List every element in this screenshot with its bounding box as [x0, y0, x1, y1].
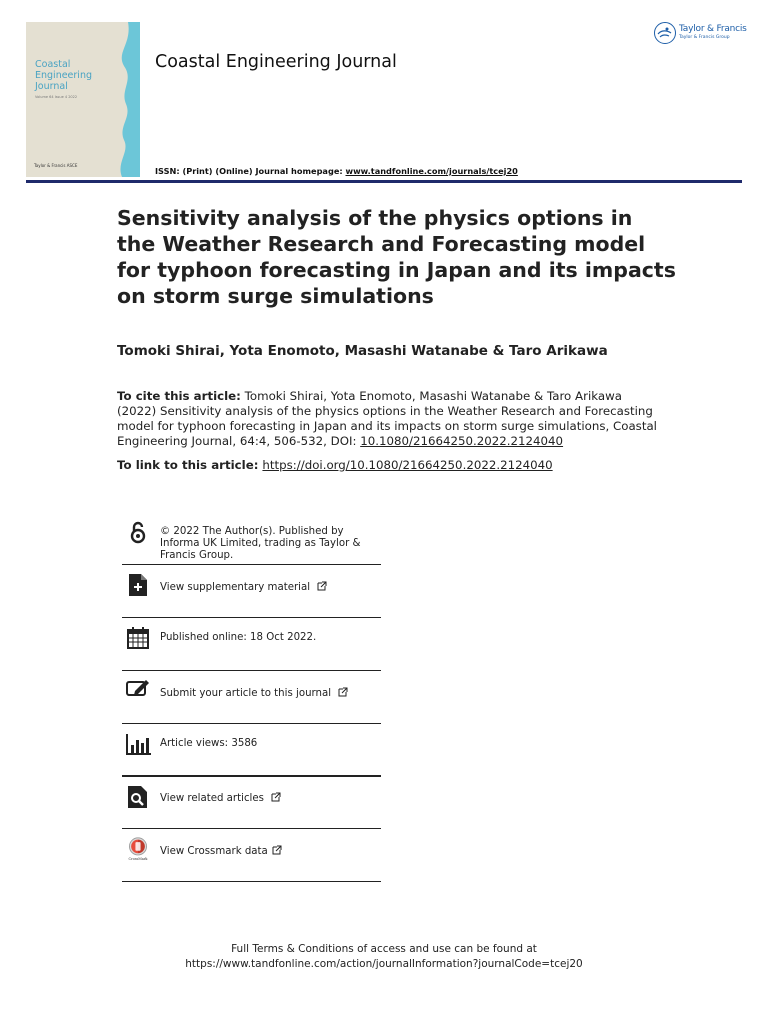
external-link-icon [272, 845, 282, 855]
cover-subtitle: Volume 64 Issue 4 2022 [35, 95, 78, 99]
journal-title: Coastal Engineering Journal [155, 52, 397, 72]
external-link-icon [317, 581, 327, 591]
info-submit[interactable] [122, 671, 381, 724]
published-date: Published online: 18 Oct 2022. [160, 632, 317, 643]
journal-cover-image [26, 22, 140, 177]
citation-block [117, 389, 657, 449]
related-label: View related articles [160, 793, 264, 804]
open-access-text: © 2022 The Author(s). Published by Informa UK Limited, trading as Taylor & Francis Group. [160, 526, 361, 561]
crossmark-icon-label: CrossMark [128, 857, 148, 861]
related-search-icon [126, 785, 150, 809]
cover-wave-graphic [112, 22, 140, 177]
crossmark-label: View Crossmark data [160, 846, 268, 857]
info-views [122, 724, 381, 777]
info-supplementary[interactable] [122, 565, 381, 618]
footer-line-1: Full Terms & Conditions of access and use can be found at [231, 943, 537, 955]
footer-terms [0, 942, 768, 972]
external-link-icon [338, 687, 348, 697]
citation-text: Tomoki Shirai, Yota Enomoto, Masashi Watanabe & Taro Arikawa (2022) Sensitivity analysis of the physics options in the Weather Research and Forecasting model for typhoon forecasting in Japan and its impacts on storm surge simulations, Coastal Engineering Journal, 64:4, 506-532, DOI: [117, 389, 657, 448]
article-views: Article views: 3586 [160, 738, 258, 749]
article-authors: Tomoki Shirai, Yota Enomoto, Masashi Watanabe & Taro Arikawa [117, 343, 608, 359]
crossmark-icon [126, 837, 150, 861]
journal-homepage-link[interactable]: www.tandfonline.com/journals/tcej20 [345, 166, 518, 176]
related-articles-link[interactable] [160, 792, 385, 805]
external-link-icon [271, 792, 281, 802]
taylor-francis-logo-icon [654, 22, 676, 44]
publisher-name: Taylor & Francis [679, 24, 747, 34]
publisher-sub: Taylor & Francis Group [679, 35, 730, 40]
submit-edit-icon [126, 677, 150, 701]
bar-chart-icon [126, 732, 152, 756]
issn-line [155, 166, 518, 176]
article-title: Sensitivity analysis of the physics options in the Weather Research and Forecasting model for typhoon forecasting in Japan and its impacts on storm surge simulations [117, 206, 676, 308]
open-access-icon [126, 521, 150, 545]
taylor-francis-logo[interactable] [654, 22, 750, 48]
article-doi-url[interactable]: https://doi.org/10.1080/21664250.2022.2124040 [262, 458, 553, 472]
crossmark-link[interactable] [160, 845, 385, 858]
info-published [122, 618, 381, 671]
info-crossmark[interactable] [122, 829, 381, 882]
supplementary-label: View supplementary material [160, 582, 311, 593]
citation-label: To cite this article: [117, 389, 241, 403]
footer-terms-url[interactable]: https://www.tandfonline.com/action/journalInformation?journalCode=tcej20 [185, 958, 583, 970]
citation-doi-link[interactable]: 10.1080/21664250.2022.2124040 [360, 434, 564, 448]
submit-article-link[interactable] [160, 687, 385, 700]
supplementary-link[interactable] [160, 581, 385, 594]
calendar-icon [126, 626, 150, 650]
article-link-line [117, 458, 553, 472]
supplementary-file-icon [126, 573, 150, 597]
issn-prefix: ISSN: (Print) (Online) Journal homepage: [155, 166, 346, 176]
article-link-label: To link to this article: [117, 458, 259, 472]
cover-title: Coastal Engineering Journal [35, 59, 92, 92]
submit-label: Submit your article to this journal [160, 688, 332, 699]
info-open-access [122, 517, 381, 565]
info-related[interactable] [122, 777, 381, 829]
cover-publisher-logos: Taylor & Francis ASCE [34, 163, 78, 168]
header-divider [26, 180, 742, 183]
